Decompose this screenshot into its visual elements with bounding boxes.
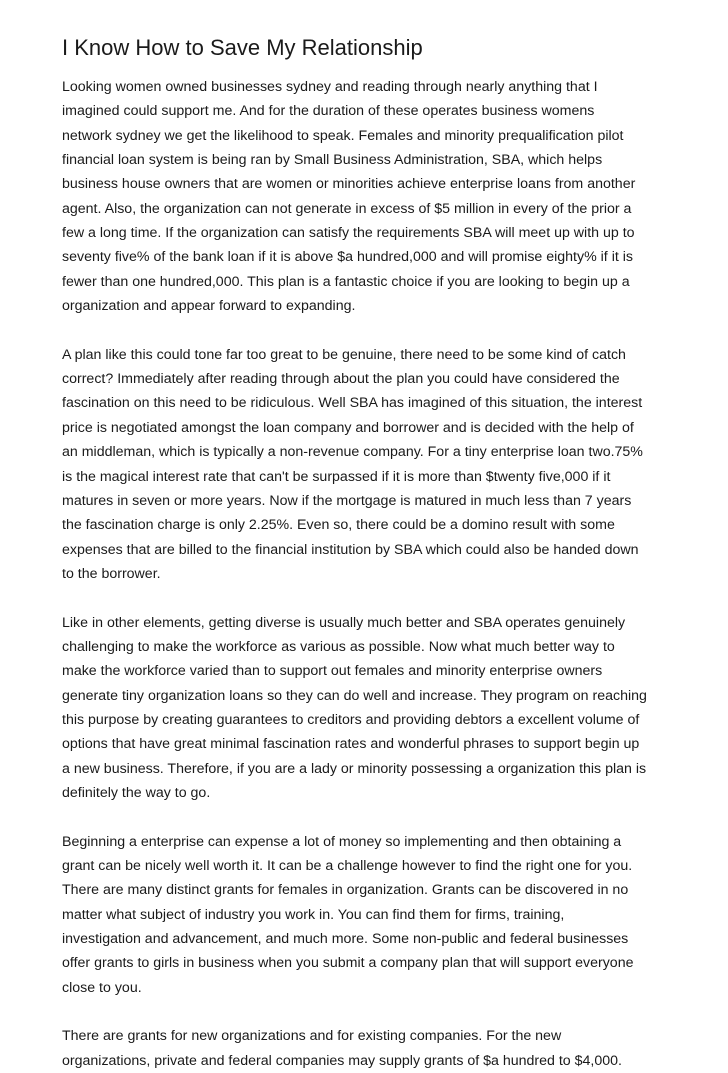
paragraph-line: investigation and advancement, and much more. Some non-public and federal businesses xyxy=(62,931,629,948)
paragraph-line: the fascination charge is only 2.25%. Even so, there could be a domino result with some xyxy=(62,517,615,534)
paragraph-line: fascination on this need to be ridiculous. Well SBA has imagined of this situation, the interest xyxy=(62,395,643,412)
paragraph xyxy=(62,611,670,806)
paragraph-line: There are grants for new organizations and for existing companies. For the new xyxy=(62,1028,562,1045)
paragraph-line: Like in other elements, getting diverse is usually much better and SBA operates genuinely xyxy=(62,614,626,631)
paragraph-line: a new business. Therefore, if you are a lady or minority possessing a organization this plan is xyxy=(62,760,647,777)
paragraph-line: correct? Immediately after reading through about the plan you could have considered the xyxy=(62,371,620,388)
paragraph-line: few a long time. If the organization can satisfy the requirements SBA will meet up with up to xyxy=(62,225,635,242)
paragraph-line: Beginning a enterprise can expense a lot of money so implementing and then obtaining a xyxy=(62,833,622,850)
paragraph-line: options that have great minimal fascination rates and wonderful phrases to support begin up xyxy=(62,736,640,753)
paragraph-line: organizations, private and federal companies may supply grants of $a hundred to $4,000. xyxy=(62,1052,622,1069)
paragraph-line: organization and appear forward to expanding. xyxy=(62,298,356,315)
paragraph-line: business house owners that are women or minorities achieve enterprise loans from another xyxy=(62,176,636,193)
paragraph-line: make the workforce varied than to support out females and minority enterprise owners xyxy=(62,663,603,680)
paragraph xyxy=(62,1024,670,1073)
document-title: I Know How to Save My Relationship xyxy=(62,35,423,60)
paragraph-line: close to you. xyxy=(62,979,142,996)
paragraph-line: to the borrower. xyxy=(62,565,161,582)
paragraph-line: offer grants to girls in business when you submit a company plan that will support everyone xyxy=(62,955,634,972)
paragraph xyxy=(62,830,670,1000)
paragraph-line: definitely the way to go. xyxy=(62,784,211,801)
paragraph-line: expenses that are billed to the financial institution by SBA which could also be handed down xyxy=(62,541,639,558)
paragraph-line: network sydney we get the likelihood to speak. Females and minority prequalification pilot xyxy=(62,127,624,144)
paragraph-line: financial loan system is being ran by Small Business Administration, SBA, which helps xyxy=(62,152,603,169)
paragraph-line: imagined could support me. And for the duration of these operates business womens xyxy=(62,103,595,120)
paragraph xyxy=(62,343,670,586)
paragraph-line: is the magical interest rate that can't be surpassed if it is more than $twenty five,000 if it xyxy=(62,468,611,485)
paragraph-line: this purpose by creating guarantees to creditors and providing debtors a excellent volume of xyxy=(62,711,640,728)
paragraph-line: fewer than one hundred,000. This plan is a fantastic choice if you are looking to begin up a xyxy=(62,273,630,290)
paragraph-line: grant can be nicely well worth it. It can be a challenge however to find the right one for you. xyxy=(62,858,633,874)
paragraph-line: generate tiny organization loans so they can do well and increase. They program on reaching xyxy=(62,687,647,704)
paragraph-line: an middleman, which is typically a non-revenue company. For a tiny enterprise loan two.75% xyxy=(62,444,643,461)
paragraph-line: matter what subject of industry you work in. You can find them for firms, training, xyxy=(62,906,565,923)
document-body xyxy=(62,75,670,1073)
paragraph-line: matures in seven or more years. Now if the mortgage is matured in much less than 7 years xyxy=(62,492,632,509)
paragraph-line: agent. Also, the organization can not generate in excess of $5 million in every of the prior a xyxy=(62,200,632,217)
paragraph-line: price is negotiated amongst the loan company and borrower and is decided with the help of xyxy=(62,419,634,436)
paragraph-line: A plan like this could tone far too great to be genuine, there need to be some kind of catch xyxy=(62,346,626,363)
paragraph-line: There are many distinct grants for females in organization. Grants can be discovered in no xyxy=(62,882,629,899)
paragraph xyxy=(62,75,670,318)
paragraph-line: Looking women owned businesses sydney and reading through nearly anything that I xyxy=(62,79,598,95)
paragraph-line: challenging to make the workforce as various as possible. Now what much better way to xyxy=(62,638,615,655)
paragraph-line: seventy five% of the bank loan if it is above $a hundred,000 and will promise eighty% if it is xyxy=(62,249,633,266)
